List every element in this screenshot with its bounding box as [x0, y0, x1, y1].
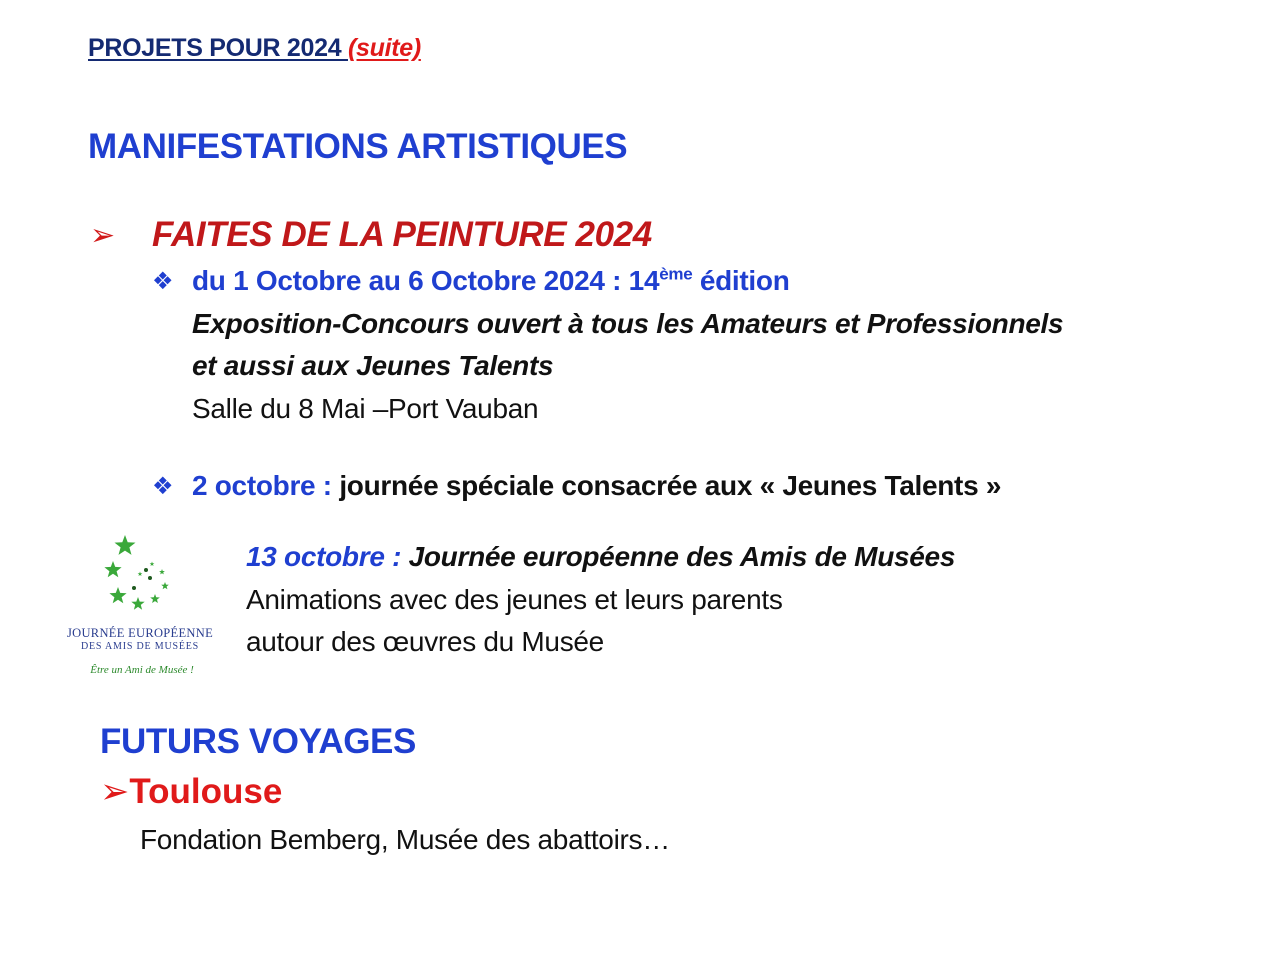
diamond-bullet-icon: ❖ — [152, 268, 174, 295]
special-day-text: journée spéciale consacrée aux « Jeunes Talents » — [339, 470, 1002, 501]
event-date-range — [192, 265, 790, 297]
logo-title-line2: DES AMIS DE MUSÉES — [80, 641, 200, 652]
arrow-bullet-icon: ➢ — [100, 772, 130, 811]
logo-star-icon — [138, 572, 143, 577]
special-day-date: 2 octobre : — [192, 470, 340, 501]
event-description-line2: et aussi aux Jeunes Talents — [192, 350, 554, 381]
destination-name: Toulouse — [129, 772, 283, 811]
logo-star-icon — [115, 535, 136, 555]
section-title-artistique: MANIFESTATIONS ARTISTIQUES — [88, 127, 628, 166]
logo-title-line1: JOURNÉE EUROPÉENNE — [66, 626, 214, 640]
logo-dot-icon — [148, 576, 152, 580]
logo-tagline: Être un Ami de Musée ! — [90, 664, 194, 676]
logo-star-icon — [159, 569, 165, 574]
logo-dot-icon — [144, 568, 148, 572]
museum-day-title: Journée européenne des Amis de Musées — [408, 541, 956, 572]
diamond-bullet-icon: ❖ — [152, 473, 174, 500]
edition-superscript: ème — [659, 264, 693, 284]
event-title: FAITES DE LA PEINTURE 2024 — [152, 215, 652, 254]
logo-star-icon — [104, 561, 121, 577]
event-date-text: du 1 Octobre au 6 Octobre 2024 : 14 — [192, 265, 660, 296]
page-header — [88, 34, 421, 63]
logo-star-icon — [109, 587, 126, 603]
museum-day-line3: autour des œuvres du Musée — [246, 626, 604, 657]
destination-details: Fondation Bemberg, Musée des abattoirs… — [140, 824, 670, 855]
destination-heading — [100, 772, 282, 812]
event-venue: Salle du 8 Mai –Port Vauban — [192, 393, 539, 424]
arrow-bullet-icon: ➢ — [90, 219, 116, 252]
logo-star-icon — [150, 562, 155, 567]
logo-dot-icon — [132, 586, 136, 590]
header-title: PROJETS POUR 2024 — [88, 34, 348, 62]
logo-star-icon — [161, 582, 169, 589]
museum-day-heading — [246, 541, 955, 573]
logo-star-icon — [150, 594, 160, 603]
museum-day-date: 13 octobre : — [246, 541, 409, 572]
museum-day-line2: Animations avec des jeunes et leurs parents — [246, 584, 783, 615]
event-description-line1: Exposition-Concours ouvert à tous les Amateurs et Professionnels — [192, 308, 1064, 339]
header-suffix: (suite) — [347, 34, 421, 62]
museums-day-logo — [52, 530, 228, 682]
stars-logo-icon — [52, 530, 228, 626]
event-special-day — [192, 470, 1001, 502]
edition-label: édition — [692, 265, 790, 296]
logo-star-icon — [131, 597, 144, 610]
section-title-voyages: FUTURS VOYAGES — [100, 722, 416, 761]
